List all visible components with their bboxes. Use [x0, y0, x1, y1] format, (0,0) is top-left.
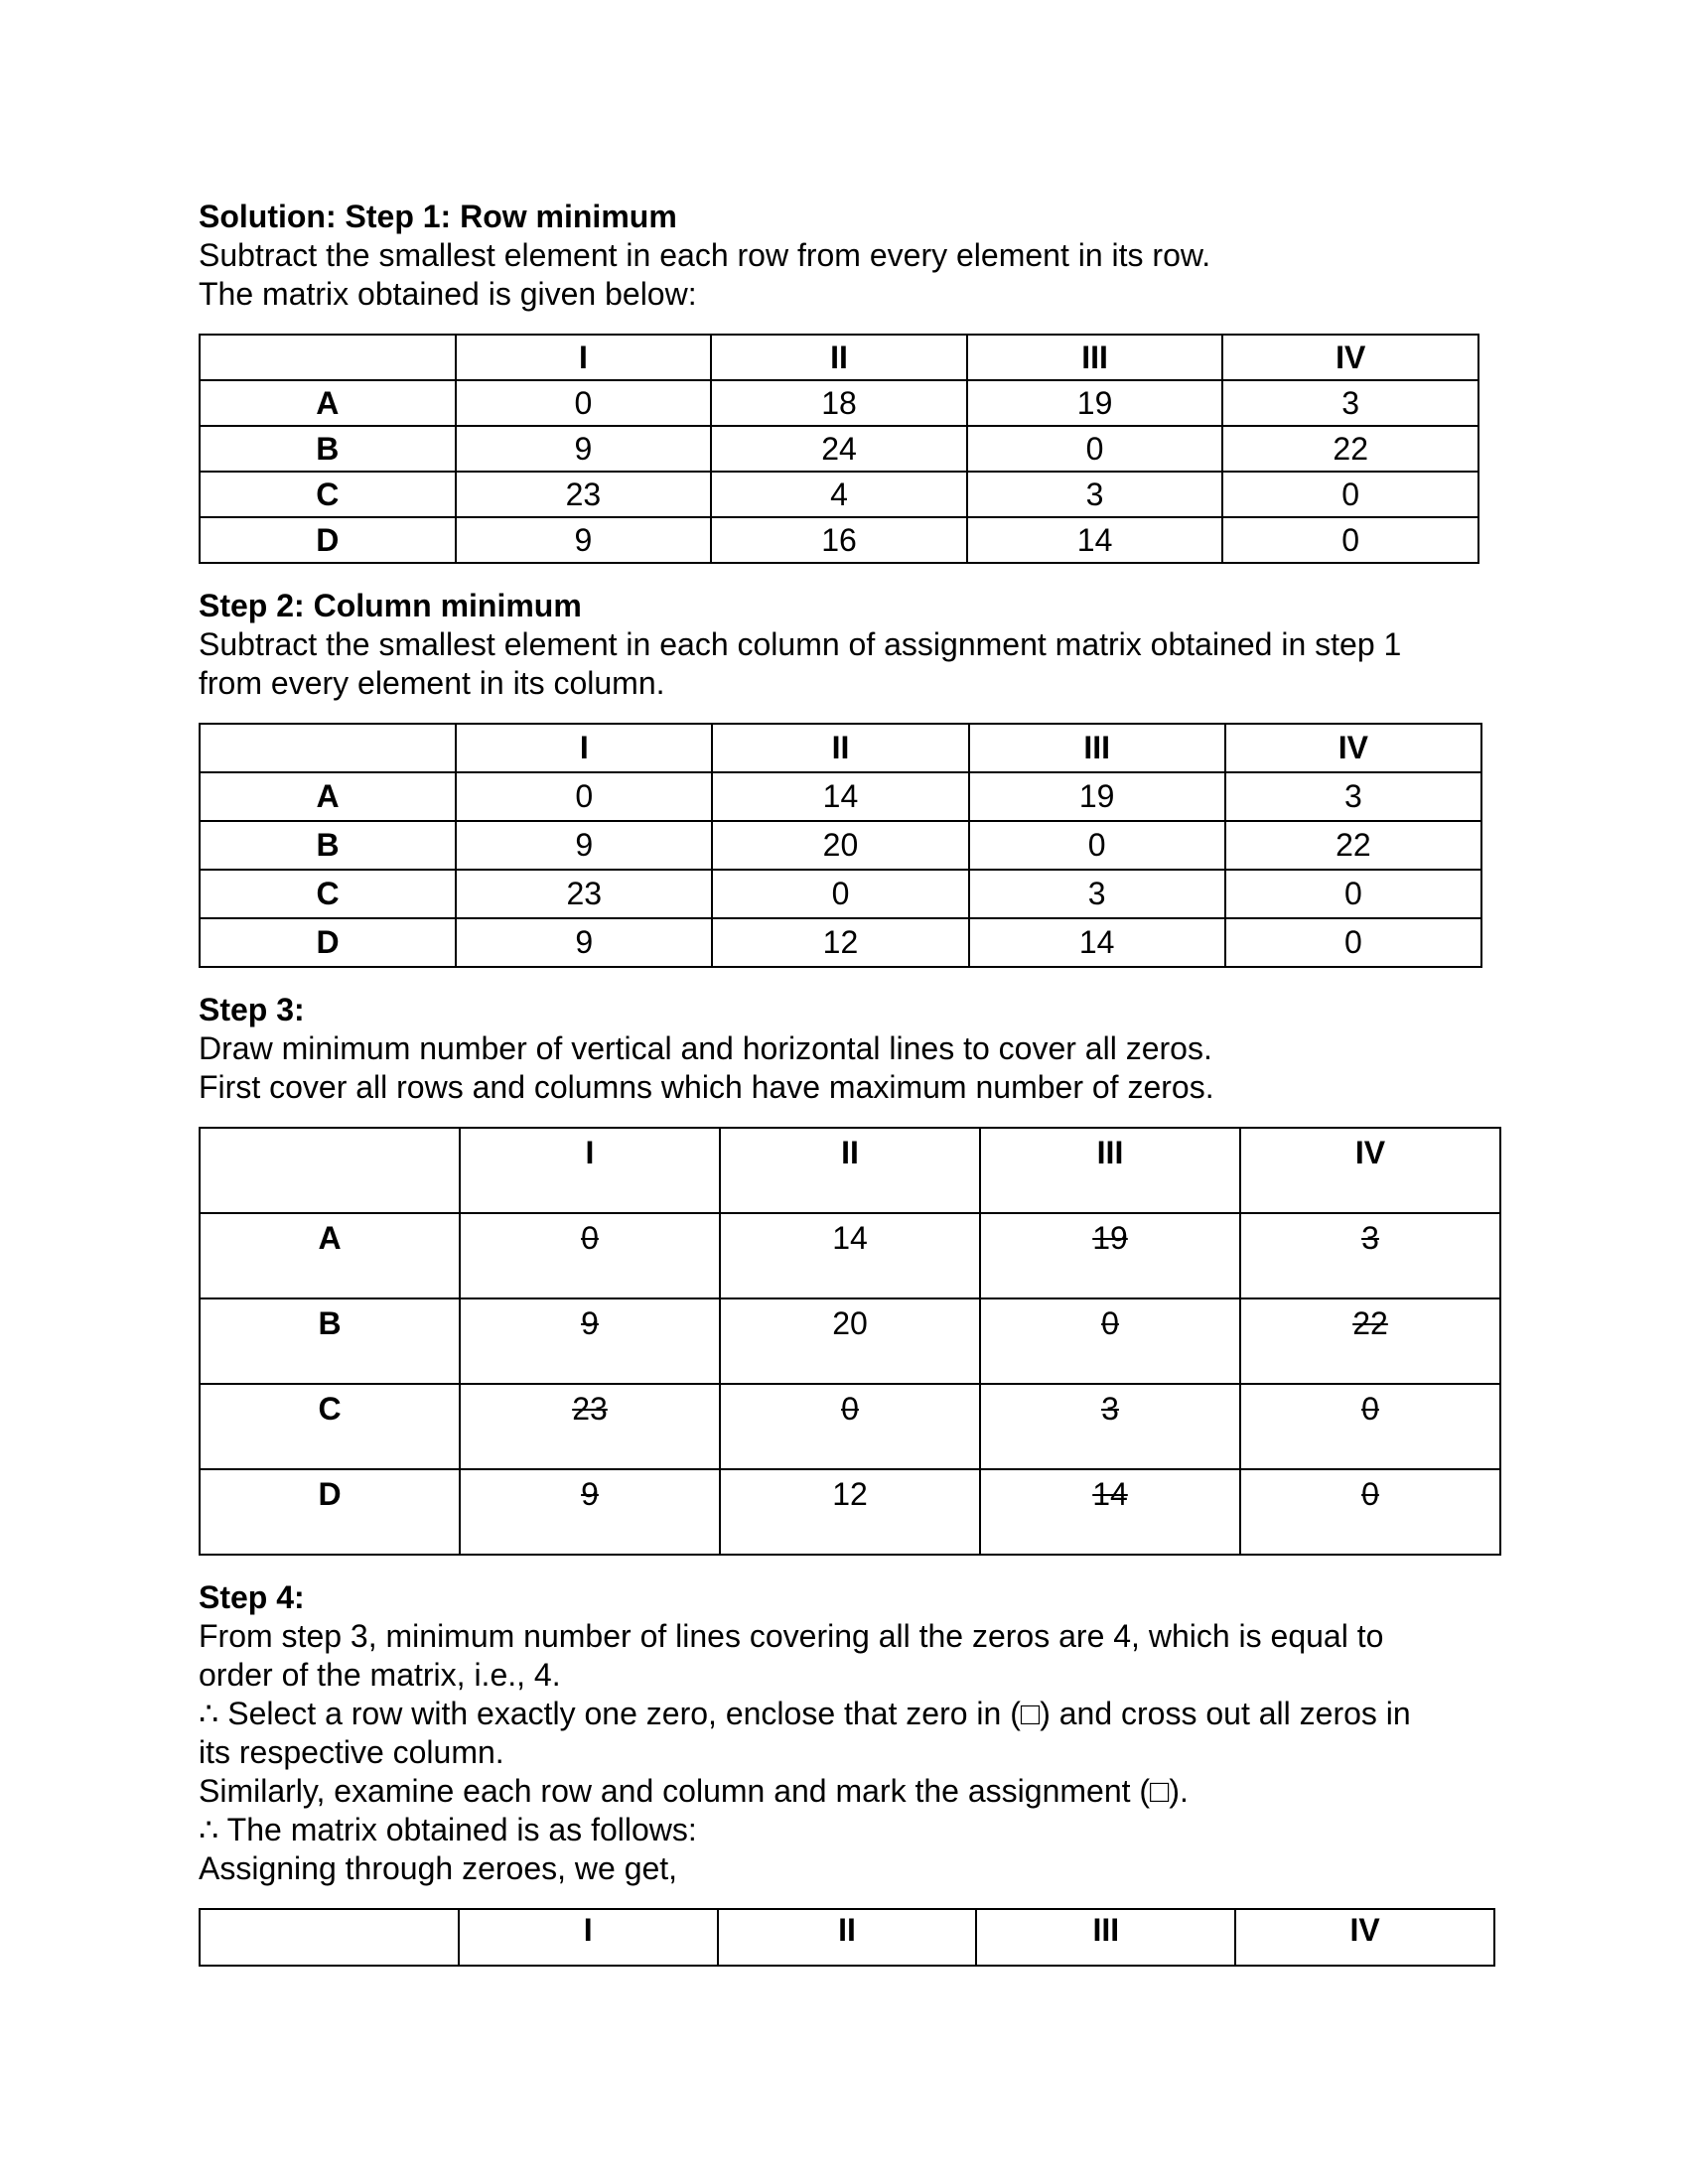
row-label: D [200, 1469, 460, 1555]
row-label: B [200, 1298, 460, 1384]
step3-line-2: First cover all rows and columns which have maximum number of zeros. [199, 1069, 1214, 1105]
step1-title: Solution: Step 1: Row minimum [199, 199, 677, 234]
step2-line-1: Subtract the smallest element in each column of assignment matrix obtained in step 1 [199, 626, 1402, 662]
step4-line-5: Similarly, examine each row and column and mark the assignment (□). [199, 1773, 1189, 1809]
matrix-cell: 14 [969, 918, 1225, 967]
corner-cell [200, 335, 456, 380]
matrix-cell: 9 [456, 517, 712, 563]
covered-cell: 0 [1240, 1384, 1500, 1469]
step4-line-2: order of the matrix, i.e., 4. [199, 1657, 561, 1693]
step3-title: Step 3: [199, 992, 305, 1027]
table-row [200, 380, 1478, 426]
header-row [200, 724, 1481, 772]
matrix-cell: 22 [1225, 821, 1481, 870]
step2-title: Step 2: Column minimum [199, 588, 582, 623]
matrix-cell: 3 [1222, 380, 1478, 426]
col-header-II: II [712, 724, 968, 772]
step4-line-6: ∴ The matrix obtained is as follows: [199, 1812, 697, 1847]
covered-cell: 14 [980, 1469, 1240, 1555]
col-header-I: I [460, 1128, 720, 1213]
row-label: C [200, 870, 456, 918]
document-page [199, 197, 1509, 1967]
matrix-cell: 9 [456, 426, 712, 472]
matrix-cell: 18 [711, 380, 967, 426]
step1-line-2: The matrix obtained is given below: [199, 276, 697, 312]
step4-line-4: its respective column. [199, 1734, 504, 1770]
table-row [200, 472, 1478, 517]
covered-cell: 0 [980, 1298, 1240, 1384]
row-label: A [200, 380, 456, 426]
matrix-cell: 12 [720, 1469, 980, 1555]
covered-cell: 0 [460, 1213, 720, 1298]
matrix-cell: 4 [711, 472, 967, 517]
matrix-cell: 12 [712, 918, 968, 967]
matrix-cell: 19 [967, 380, 1223, 426]
row-label: C [200, 472, 456, 517]
step4-line-1: From step 3, minimum number of lines covering all the zeros are 4, which is equal to [199, 1618, 1384, 1654]
covered-cell: 9 [460, 1298, 720, 1384]
table-row [200, 426, 1478, 472]
col-header-I: I [456, 724, 712, 772]
matrix-cell: 0 [712, 870, 968, 918]
matrix-cell: 0 [456, 772, 712, 821]
col-header-III: III [976, 1909, 1235, 1966]
step4-line-3: ∴ Select a row with exactly one zero, enclose that zero in (□) and cross out all zeros in [199, 1696, 1411, 1731]
step2-matrix [199, 723, 1482, 968]
corner-cell [200, 1909, 459, 1966]
matrix-cell: 9 [456, 821, 712, 870]
matrix-cell: 16 [711, 517, 967, 563]
header-row [200, 335, 1478, 380]
matrix-cell: 0 [456, 380, 712, 426]
covered-cell: 9 [460, 1469, 720, 1555]
matrix-cell: 20 [712, 821, 968, 870]
step4-assignment-matrix [199, 1908, 1495, 1967]
matrix-cell: 23 [456, 472, 712, 517]
table-row [200, 918, 1481, 967]
col-header-II: II [711, 335, 967, 380]
step3-covered-matrix [199, 1127, 1501, 1556]
corner-cell [200, 1128, 460, 1213]
col-header-IV: IV [1240, 1128, 1500, 1213]
covered-cell: 22 [1240, 1298, 1500, 1384]
table-row [200, 517, 1478, 563]
row-label: D [200, 517, 456, 563]
covered-cell: 19 [980, 1213, 1240, 1298]
matrix-cell: 0 [1222, 517, 1478, 563]
row-label: D [200, 918, 456, 967]
matrix-cell: 0 [1222, 472, 1478, 517]
matrix-cell: 14 [967, 517, 1223, 563]
matrix-cell: 14 [712, 772, 968, 821]
step4-title: Step 4: [199, 1579, 305, 1615]
covered-cell: 3 [980, 1384, 1240, 1469]
covered-cell: 0 [720, 1384, 980, 1469]
row-label: A [200, 772, 456, 821]
matrix-cell: 9 [456, 918, 712, 967]
covered-cell: 3 [1240, 1213, 1500, 1298]
col-header-IV: IV [1225, 724, 1481, 772]
table-row [200, 1298, 1500, 1384]
row-label: C [200, 1384, 460, 1469]
matrix-cell: 19 [969, 772, 1225, 821]
matrix-cell: 23 [456, 870, 712, 918]
table-row [200, 821, 1481, 870]
matrix-cell: 0 [969, 821, 1225, 870]
step3-line-1: Draw minimum number of vertical and horizontal lines to cover all zeros. [199, 1030, 1212, 1066]
matrix-cell: 3 [967, 472, 1223, 517]
step4-line-7: Assigning through zeroes, we get, [199, 1850, 678, 1886]
step1-matrix [199, 334, 1479, 564]
table-row [200, 772, 1481, 821]
col-header-III: III [980, 1128, 1240, 1213]
col-header-II: II [720, 1128, 980, 1213]
table-row [200, 1213, 1500, 1298]
table-row [200, 1469, 1500, 1555]
table-row [200, 870, 1481, 918]
row-label: B [200, 821, 456, 870]
step1-line-1: Subtract the smallest element in each row from every element in its row. [199, 237, 1211, 273]
col-header-III: III [967, 335, 1223, 380]
header-row [200, 1128, 1500, 1213]
corner-cell [200, 724, 456, 772]
covered-cell: 0 [1240, 1469, 1500, 1555]
matrix-cell: 22 [1222, 426, 1478, 472]
col-header-III: III [969, 724, 1225, 772]
covered-cell: 23 [460, 1384, 720, 1469]
col-header-II: II [718, 1909, 977, 1966]
col-header-IV: IV [1235, 1909, 1494, 1966]
matrix-cell: 14 [720, 1213, 980, 1298]
col-header-I: I [459, 1909, 718, 1966]
matrix-cell: 20 [720, 1298, 980, 1384]
table-row [200, 1384, 1500, 1469]
matrix-cell: 24 [711, 426, 967, 472]
matrix-cell: 3 [1225, 772, 1481, 821]
matrix-cell: 0 [1225, 870, 1481, 918]
step2-line-2: from every element in its column. [199, 665, 665, 701]
header-row [200, 1909, 1494, 1966]
row-label: A [200, 1213, 460, 1298]
matrix-cell: 3 [969, 870, 1225, 918]
matrix-cell: 0 [967, 426, 1223, 472]
col-header-I: I [456, 335, 712, 380]
col-header-IV: IV [1222, 335, 1478, 380]
row-label: B [200, 426, 456, 472]
matrix-cell: 0 [1225, 918, 1481, 967]
